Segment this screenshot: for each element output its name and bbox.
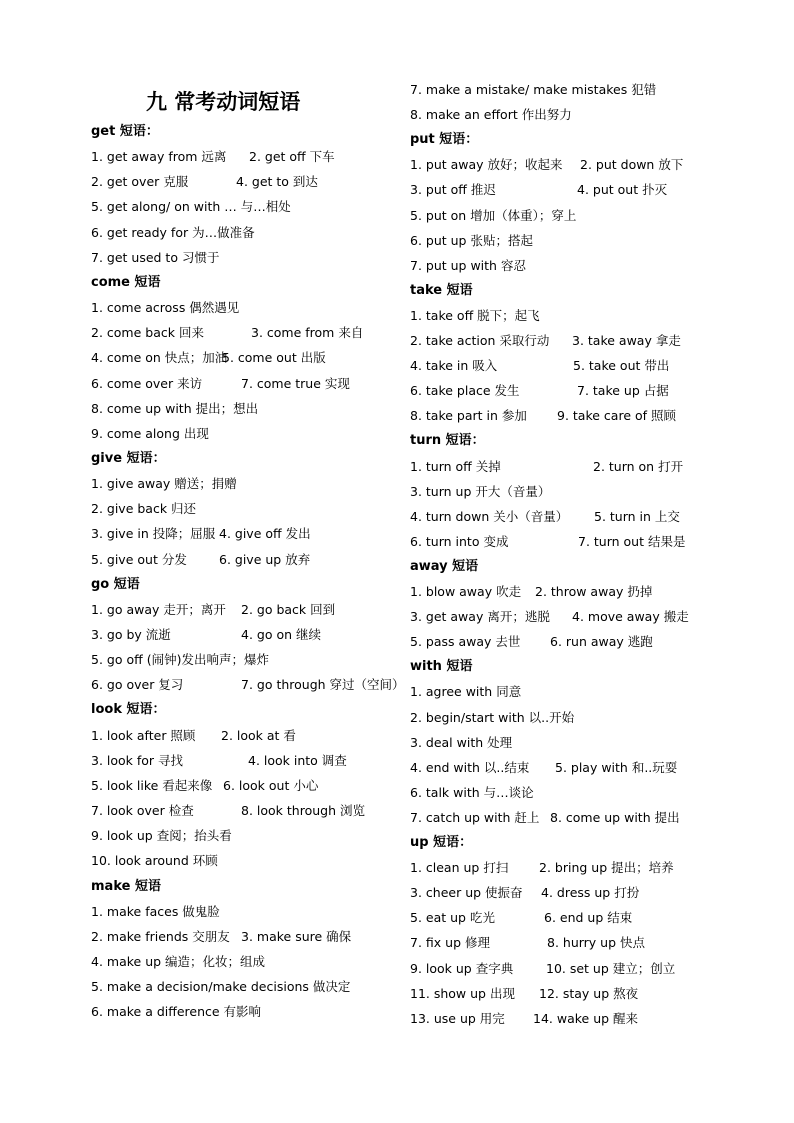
phrase-line [91,325,364,341]
phrase-line [410,82,656,98]
phrase-item: 5. look like 看起来像 [91,777,213,793]
phrase-item: 1. blow away 吹走 [410,584,522,599]
phrase-line [410,684,521,700]
phrase-item: 2. get off 下车 [249,149,335,165]
phrase-line [91,300,239,316]
phrase-line [91,979,350,995]
phrase-line [410,759,678,776]
phrase-item: 10. set up 建立；创立 [546,960,676,976]
phrase-item: 8. hurry up 快点 [547,935,646,951]
phrase-line [91,853,218,869]
phrase-item: 13. use up 用完 [410,1010,505,1026]
phrase-line [91,928,352,945]
phrase-item: 5. get along/ on with … 与…相处 [91,199,291,215]
phrase-item: 6. run away 逃跑 [550,634,653,650]
phrase-item: 5. pass away 去世 [410,634,521,650]
phrase-item: 6. go over 复习 [91,677,184,693]
phrase-item: 4. look into 调查 [248,752,347,768]
phrase-item: 2. get over 克服 [91,174,189,190]
phrase-line [91,752,347,769]
phrase-line [91,401,258,417]
phrase-item: 2. come back 回来 [91,325,204,341]
section-heading: go 短语 [91,576,140,592]
phrase-line [91,551,311,568]
phrase-item: 7. come true 实现 [241,375,350,391]
phrase-item: 7. fix up 修理 [410,935,490,951]
phrase-item: 5. play with 和..玩耍 [555,759,678,775]
phrase-item: 1. give away 赠送；捐赠 [91,476,237,492]
phrase-item: 6. look out 小心 [223,777,319,793]
phrase-item: 2. begin/start with 以..开始 [410,709,575,725]
phrase-item: 1. get away from 远离 [91,149,227,165]
section-heading: look 短语： [91,702,166,718]
phrase-item: 3. cheer up 使振奋 [410,885,523,901]
phrase-item: 2. turn on 打开 [593,458,684,474]
phrase-line [410,408,677,424]
phrase-line [91,627,321,643]
phrase-line [91,476,237,492]
phrase-line [410,634,653,650]
phrase-item: 9. come along 出现 [91,425,209,441]
phrase-item: 2. give back 归还 [91,501,197,517]
phrase-item: 1. clean up 打扫 [410,860,509,876]
phrase-item: 8. make an effort 作出努力 [410,107,572,123]
phrase-item: 3. look for 寻找 [91,752,184,768]
phrase-item: 1. put away 放好；收起来 [410,157,563,173]
phrase-item: 9. look up 查字典 [410,960,514,976]
phrase-line [410,233,533,249]
phrase-line [410,609,689,625]
section-heading: turn 短语： [410,433,485,449]
phrase-item: 4. come on 快点；加油 [91,350,228,366]
phrase-line [91,199,291,215]
phrase-line [410,885,640,901]
phrase-line [410,960,676,977]
phrase-line [91,677,405,693]
phrase-item: 7. take up 占据 [577,383,669,399]
phrase-item: 4. get to 到达 [236,174,318,190]
phrase-item: 7. put up with 容忍 [410,257,526,273]
phrase-line [91,250,219,266]
phrase-item: 6. end up 结束 [544,910,633,926]
phrase-line [91,526,311,542]
phrase-item: 5. go off (闹钟)发出响声；爆炸 [91,652,269,668]
phrase-item: 4. take in 吸入 [410,358,498,374]
phrase-item: 5. eat up 吃光 [410,910,495,926]
phrase-item: 8. come up with 提出 [550,809,680,825]
phrase-item: 3. turn up 开大（音量） [410,483,551,499]
phrase-item: 1. turn off 关掉 [410,458,501,474]
phrase-line [91,149,335,165]
phrase-item: 3. take away 拿走 [572,333,681,348]
phrase-item: 4. end with 以..结束 [410,759,530,775]
phrase-item: 4. put out 扑灭 [577,182,668,198]
phrase-item: 6. turn into 变成 [410,533,509,549]
phrase-item: 10. look around 环顾 [91,853,218,869]
phrase-item: 2. take action 采取行动 [410,333,550,348]
phrase-item: 4. move away 搬走 [572,609,689,625]
phrase-line [410,383,669,399]
section-heading: get 短语： [91,124,159,139]
phrase-item: 7. get used to 习惯于 [91,249,220,265]
phrase-item: 3. give in 投降；屈服 [91,526,216,542]
phrase-item: 6. take place 发生 [410,383,520,399]
phrase-item: 2. throw away 扔掉 [535,584,653,599]
phrase-item: 2. look at 看 [221,727,296,743]
phrase-line [91,904,220,920]
section-heading: with 短语 [410,659,473,675]
phrase-item: 1. look after 照顾 [91,727,196,743]
phrase-item: 1. make faces 做鬼脸 [91,903,220,919]
phrase-line [410,182,668,198]
phrase-item: 9. look up 查阅；抬头看 [91,828,232,844]
section-heading: give 短语： [91,450,166,466]
phrase-item: 11. show up 出现 [410,985,515,1001]
phrase-line [91,954,265,970]
section-heading: away 短语 [410,558,479,574]
phrase-line [410,508,680,525]
phrase-item: 8. take part in 参加 [410,408,527,424]
phrase-line [410,860,674,876]
phrase-item: 4. go on 继续 [241,627,321,642]
phrase-item: 1. take off 脱下；起飞 [410,307,540,323]
phrase-item: 2. bring up 提出；培养 [539,860,674,876]
phrase-line [91,1004,261,1020]
phrase-item: 3. make sure 确保 [241,928,352,944]
phrase-item: 6. give up 放弃 [219,551,311,567]
phrase-item: 2. make friends 交朋友 [91,928,230,944]
phrase-item: 6. talk with 与…谈论 [410,784,534,800]
phrase-line [410,333,681,349]
phrase-line [410,710,574,726]
section-heading: take 短语 [410,282,473,298]
section-heading: up 短语： [410,835,473,850]
phrase-line [410,935,646,951]
phrase-line [410,258,526,274]
phrase-line [410,985,639,1002]
section-heading: come 短语 [91,274,161,290]
phrase-line [410,458,684,475]
phrase-line [91,803,365,819]
phrase-item: 1. come across 偶然遇见 [91,300,240,316]
phrase-item: 4. turn down 关小（音量） [410,508,569,524]
phrase-item: 5. put on 增加（体重）；穿上 [410,207,577,223]
phrase-line [91,601,336,618]
phrase-item: 1. go away 走开；离开 [91,601,226,617]
phrase-item: 6. put up 张贴；搭起 [410,232,533,248]
phrase-line [410,735,512,751]
phrase-item: 2. put down 放下 [580,157,684,173]
phrase-item: 8. come up with 提出；想出 [91,400,259,416]
phrase-item: 1. agree with 同意 [410,684,522,700]
phrase-item: 5. make a decision/make decisions 做决定 [91,979,351,995]
phrase-line [91,501,196,517]
phrase-item: 7. catch up with 赶上 [410,809,540,825]
phrase-item: 5. give out 分发 [91,551,187,567]
phrase-line [91,652,269,668]
phrase-item: 6. get ready for 为…做准备 [91,224,255,240]
phrase-item: 3. deal with 处理 [410,734,513,750]
phrase-line [91,426,209,442]
phrase-item: 5. turn in 上交 [594,508,680,524]
phrase-line [91,727,296,744]
phrase-item: 6. come over 来访 [91,375,203,391]
phrase-line [91,777,319,794]
phrase-line [410,533,686,550]
section-heading: put 短语： [410,132,479,148]
phrase-line [91,828,232,844]
phrase-line [410,809,680,826]
phrase-item: 7. go through 穿过（空间） [241,677,405,693]
phrase-item: 8. look through 浏览 [241,803,365,819]
phrase-line [410,910,633,926]
phrase-item: 3. come from 来自 [251,325,364,341]
phrase-line [410,308,540,324]
phrase-item: 12. stay up 熬夜 [539,985,639,1001]
phrase-item: 4. dress up 打扮 [541,885,640,901]
phrase-line [91,375,350,392]
phrase-line [410,1010,639,1027]
phrase-line [410,785,534,801]
phrase-item: 7. turn out 结果是 [578,533,686,549]
page-title: 九 常考动词短语 [146,90,301,114]
phrase-item: 5. take out 带出 [573,358,670,374]
phrase-item: 14. wake up 醒来 [533,1010,639,1026]
phrase-item: 3. get away 离开；逃脱 [410,609,550,625]
phrase-item: 4. make up 编造；化妆；组成 [91,953,266,969]
phrase-item: 3. go by 流逝 [91,627,171,642]
phrase-line [410,358,670,374]
phrase-line [410,107,572,123]
phrase-item: 5. come out 出版 [222,350,326,366]
phrase-item: 2. go back 回到 [241,601,336,617]
phrase-line [91,225,255,241]
phrase-line [410,157,684,173]
phrase-line [410,208,576,224]
phrase-item: 7. make a mistake/ make mistakes 犯错 [410,82,657,97]
phrase-line [410,484,550,500]
phrase-item: 9. take care of 照顾 [557,408,677,424]
phrase-item: 3. put off 推迟 [410,182,496,198]
phrase-item: 6. make a difference 有影响 [91,1004,262,1020]
phrase-item: 7. look over 检查 [91,803,194,819]
section-heading: make 短语 [91,878,161,894]
phrase-line [410,584,653,600]
phrase-line [91,350,326,366]
phrase-line [91,174,318,190]
phrase-item: 4. give off 发出 [219,526,311,542]
